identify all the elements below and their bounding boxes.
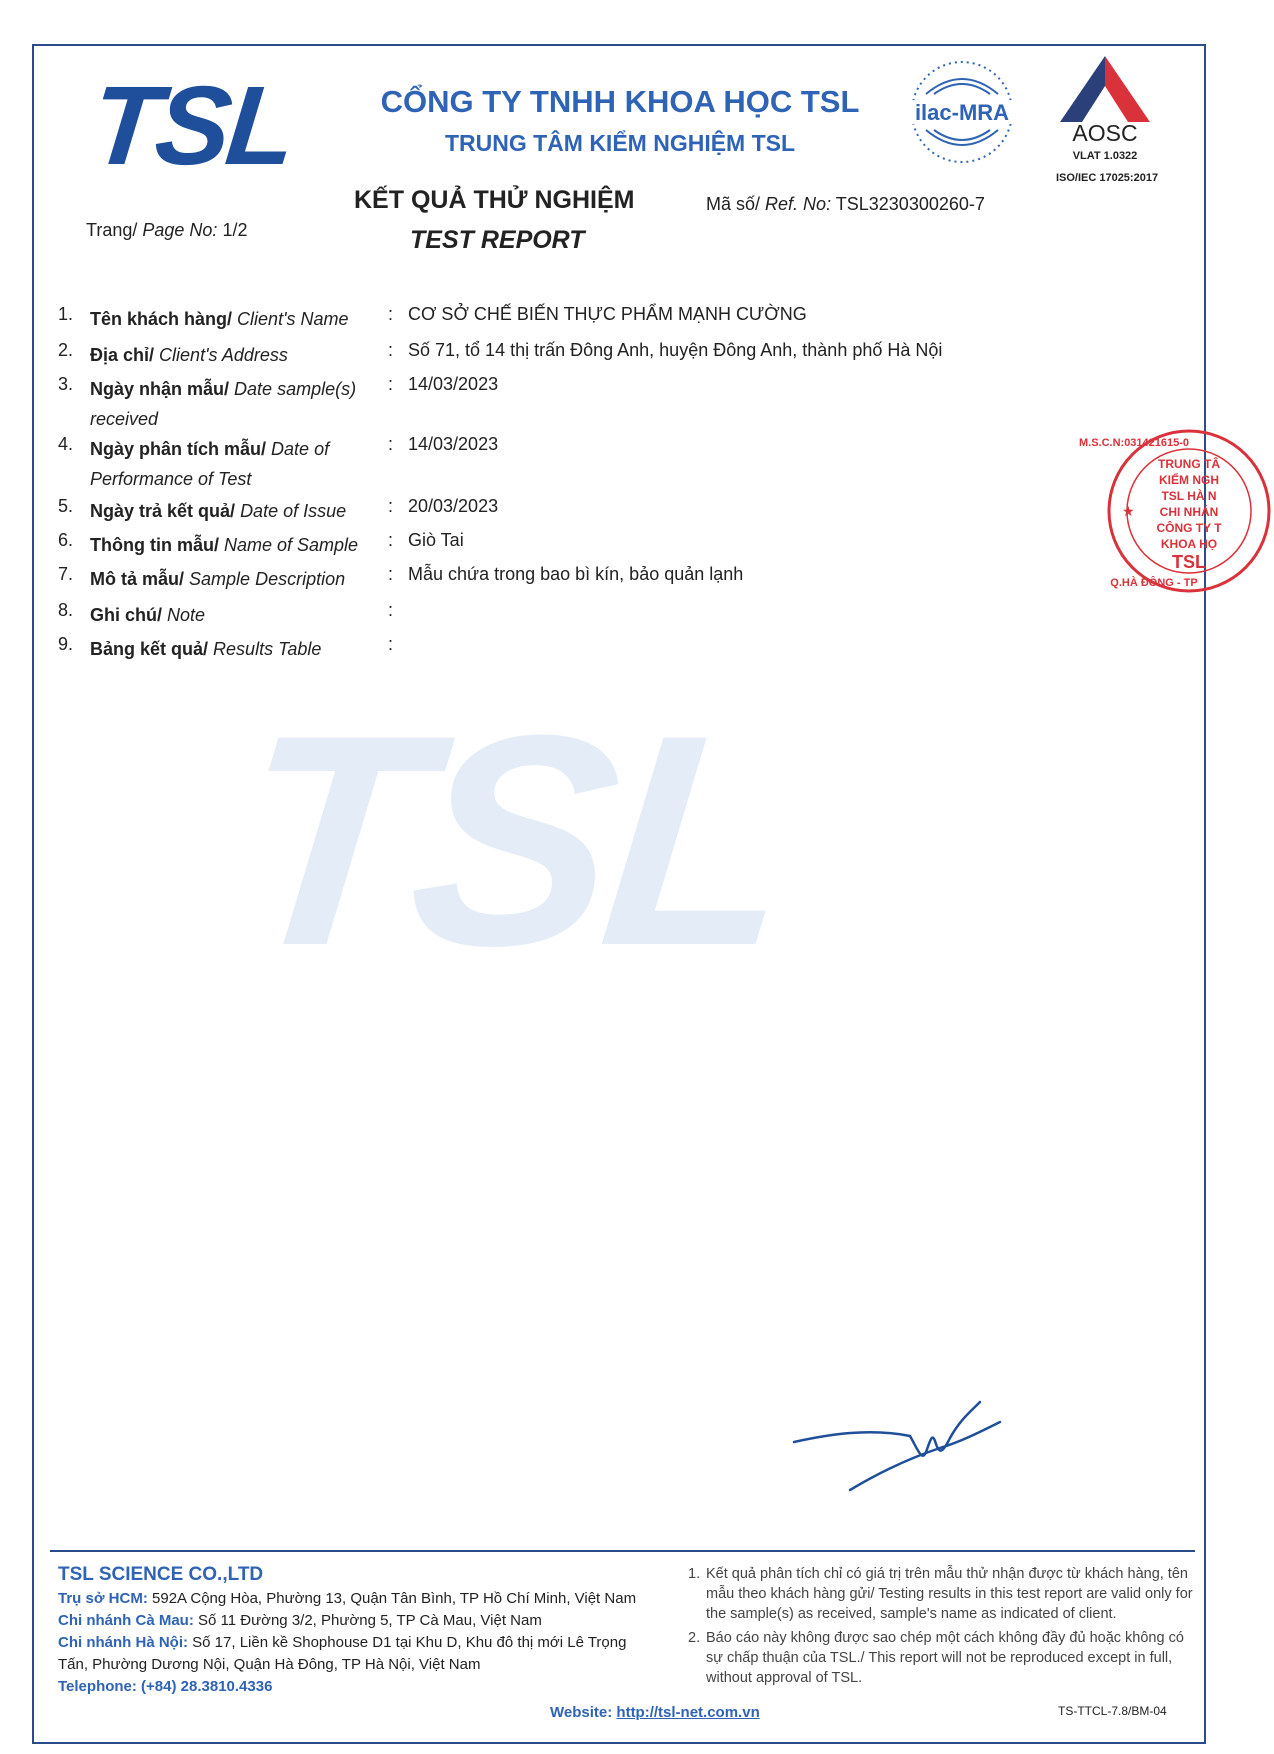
svg-text:KHOA HỌ: KHOA HỌ [1160,537,1218,551]
ref-value: TSL3230300260-7 [835,194,985,214]
svg-text:TSL: TSL [1172,552,1206,572]
website-link[interactable]: http://tsl-net.com.vn [616,1704,760,1721]
svg-text:TRUNG TÂ: TRUNG TÂ [1158,457,1220,471]
info-value: Số 71, tổ 14 thị trấn Đông Anh, huyện Đông Anh, thành phố Hà Nội [408,340,943,360]
info-number: 5. [58,496,74,516]
website [550,1704,760,1721]
info-label: Địa chỉ/ Client's Address [90,345,288,365]
svg-text:KIỂM NGH: KIỂM NGH [1159,473,1219,487]
vlat-code: VLAT 1.0322 [1072,150,1138,162]
page-label-en: Page No: [142,220,218,240]
footer-notes [688,1564,1193,1692]
ref-label-en: Ref. No: [765,194,832,214]
aosc-triangle-icon [1040,54,1170,124]
ha-noi-address: Chi nhánh Hà Nội: Số 17, Liền kề Shophouse D1 tại Khu D, Khu đô thị mới Lê Trọng Tấn, Phường Dương Nội, Quận Hà Đông, TP Hà Nội, Việt Nam [58,1634,627,1673]
aosc-label: AOSC [1072,120,1138,146]
company-seal-stamp [1078,426,1274,596]
ilac-mra-logo [904,54,1020,170]
page-label-vi: Trang/ [86,220,138,240]
info-value: Giò Tai [408,530,464,550]
footer-note-2: 2. Báo cáo này không được sao chép một cách không đầy đủ hoặc không có sự chấp thuận của TSL./ This report will not be reproduced except in full, without approval of TSL. [688,1630,1184,1686]
svg-text:CÔNG TY T: CÔNG TY T [1156,521,1222,535]
info-number: 6. [58,530,74,550]
company-name: CỔNG TY TNHH KHOA HỌC TSL [380,84,860,119]
info-value: 14/03/2023 [408,434,499,454]
info-label: Ngày phân tích mẫu/ Date of Performance of Test [90,439,330,489]
aosc-logo [1040,54,1170,184]
ca-mau-address: Chi nhánh Cà Mau: Số 11 Đường 3/2, Phường 5, TP Cà Mau, Việt Nam [58,1612,542,1629]
svg-text:CHI NHÁN: CHI NHÁN [1159,505,1219,519]
report-title: KẾT QUẢ THỬ NGHIỆM [354,186,635,214]
reference-number [706,194,985,215]
info-value: 20/03/2023 [408,496,499,516]
hq-address: Trụ sở HCM: 592A Cộng Hòa, Phường 13, Quận Tân Bình, TP Hồ Chí Minh, Việt Nam [58,1590,637,1607]
info-number: 1. [58,304,74,324]
page-value: 1/2 [222,220,248,240]
iso-standard: ISO/IEC 17025:2017 [1055,172,1159,184]
info-number: 9. [58,634,74,654]
info-label: Ghi chú/ Note [90,605,206,625]
info-label: Mô tả mẫu/ Sample Description [90,569,346,589]
info-number: 2. [58,340,74,360]
info-label: Thông tin mẫu/ Name of Sample [90,535,359,555]
footer-company-name: TSL SCIENCE CO.,LTD [58,1564,264,1585]
info-number: 3. [58,374,74,394]
footer-note-1: 1. Kết quả phân tích chỉ có giá trị trên mẫu thử nhận được từ khách hàng, tên mẫu theo khách hàng gửi/ Testing results in this test report are valid only for the sample(s) as received, sample's name as indicated of client. [688,1566,1193,1622]
info-number: 7. [58,564,74,584]
footer-divider [50,1550,1195,1552]
info-value: 14/03/2023 [408,374,499,394]
info-value: CƠ SỞ CHẾ BIẾN THỰC PHẨM MẠNH CƯỜNG [408,304,807,324]
svg-text:M.S.C.N:031421615-0: M.S.C.N:031421615-0 [1078,437,1190,449]
ref-label-vi: Mã số/ [706,194,761,214]
svg-text:TSL HÀ N: TSL HÀ N [1161,489,1217,503]
info-number: 4. [58,434,74,454]
center-name: TRUNG TÂM KIỂM NGHIỆM TSL [444,130,796,156]
info-label: Ngày nhận mẫu/ Date sample(s) received [90,379,357,429]
info-label: Bảng kết quả/ Results Table [90,639,322,659]
ilac-label: ilac-MRA [914,100,1010,125]
info-value: Mẫu chứa trong bao bì kín, bảo quản lạnh [408,564,744,584]
svg-text:★: ★ [1122,504,1135,520]
info-label: Tên khách hàng/ Client's Name [90,309,349,329]
page-number [86,220,247,241]
info-number: 8. [58,600,74,620]
form-code: TS-TTCL-7.8/BM-04 [1058,1704,1167,1718]
footer-company-info [58,1564,658,1698]
signature [790,1390,1050,1500]
watermark-logo: TSL [222,672,801,1008]
website-label: Website: [550,1704,613,1721]
report-subtitle: TEST REPORT [410,226,585,254]
telephone: Telephone: (+84) 28.3810.4336 [58,1678,273,1695]
info-label: Ngày trả kết quả/ Date of Issue [90,501,347,521]
tsl-logo: TSL [85,63,299,188]
svg-text:Q.HÀ ĐÔNG - TP: Q.HÀ ĐÔNG - TP [1110,577,1198,589]
